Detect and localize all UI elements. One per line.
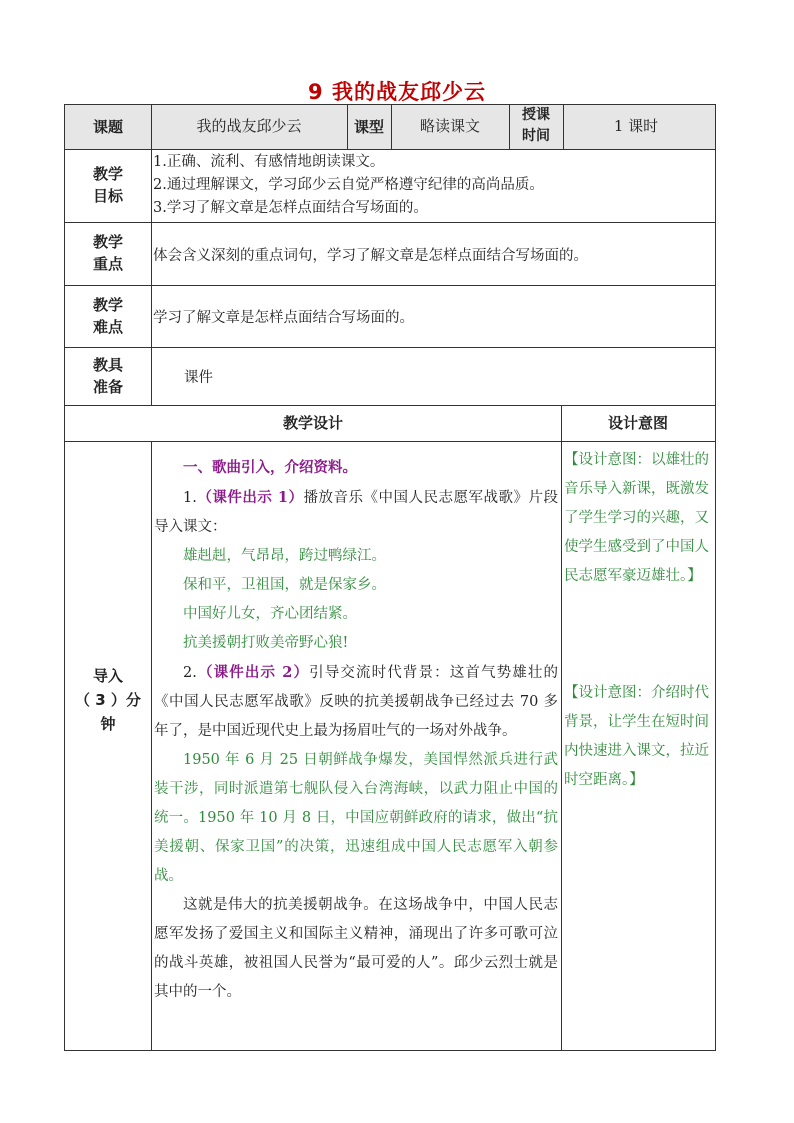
tools-label	[65, 354, 151, 398]
intro-label	[65, 664, 151, 736]
intro-label-line-3: 钟	[100, 715, 116, 733]
key-points-label-line-1: 教学	[92, 233, 123, 251]
difficulties-label-line-2: 难点	[92, 318, 123, 336]
design-header: 教学设计	[282, 414, 343, 432]
p2-text: 引导交流时代背景：这首气势雄壮的《中国人民志愿军战歌》反映的抗美援朝战争已经过去 70 多年了，是中国近现代史上最为扬眉吐气的一场对外战争。	[154, 665, 559, 739]
topic-label: 课题	[92, 118, 123, 136]
p1-number: 1.	[183, 490, 197, 506]
difficulties-label-line-1: 教学	[92, 296, 123, 314]
goal-item: 2.通过理解课文，学习邱少云自觉严格遵守纪律的高尚品质。	[153, 177, 544, 193]
courseware-tag-1: （课件出示 1）	[196, 489, 304, 506]
goals-label-line-2: 目标	[92, 187, 123, 205]
row-divider	[65, 441, 715, 442]
lyric-line: 抗美援朝打败美帝野心狼!	[183, 635, 349, 651]
lesson-plan-table	[64, 104, 716, 1051]
row-divider	[65, 222, 715, 223]
page-title: 9 我的战友邱少云	[308, 80, 486, 104]
tools-label-line-1: 教具	[92, 356, 123, 374]
row-divider	[65, 405, 715, 406]
lyric-line: 中国好儿女，齐心团结紧。	[183, 606, 357, 622]
key-points-text: 体会含义深刻的重点词句，学习了解文章是怎样点面结合写场面的。	[153, 248, 588, 264]
goals-label	[65, 163, 151, 207]
type-value: 略读课文	[419, 117, 480, 135]
row-divider	[65, 285, 715, 286]
intro-content	[154, 454, 558, 1007]
closing-paragraph: 这就是伟大的抗美援朝战争。在这场战争中，中国人民志愿军发扬了爱国主义和国际主义精神，涌现出了许多可歌可泣的战斗英雄，被祖国人民誉为“最可爱的人”。邱少云烈士就是其中的一个。	[154, 897, 558, 1000]
goals-label-line-1: 教学	[92, 165, 123, 183]
column-divider	[151, 105, 152, 405]
tools-label-line-2: 准备	[92, 378, 123, 396]
intro-heading: 一、歌曲引入，介绍资料。	[183, 460, 357, 476]
intro-label-line-1: 导入	[92, 667, 123, 685]
p1-text: 播放音乐《中国人民志愿军战歌》片段导入课文：	[154, 490, 559, 535]
time-value: 1 课时	[613, 117, 659, 135]
key-points-label-line-2: 重点	[92, 255, 123, 273]
design-intent-note-2: 【设计意图：介绍时代背景，让学生在短时间内快速进入课文，拉近时空距离。】	[564, 685, 709, 788]
column-divider	[151, 441, 152, 1050]
lyric-line: 保和平，卫祖国，就是保家乡。	[183, 577, 386, 593]
goals-list	[153, 151, 709, 220]
time-label-line-1: 授课	[522, 107, 550, 123]
time-label-line-2: 时间	[522, 128, 550, 144]
column-divider	[561, 405, 562, 1050]
difficulties-label	[65, 294, 151, 338]
intent-header: 设计意图	[607, 414, 668, 432]
type-label: 课型	[353, 118, 384, 136]
intro-label-line-2: （ 3 ）分	[75, 691, 141, 709]
intro-paragraph-1	[154, 483, 558, 542]
lyric-line: 雄赳赳，气昂昂，跨过鸭绿江。	[183, 548, 386, 564]
tools-text: 课件	[184, 370, 213, 386]
row-divider	[65, 149, 715, 150]
time-label	[509, 105, 563, 147]
goal-item: 1.正确、流利、有感情地朗读课文。	[153, 154, 385, 170]
p2-number: 2.	[183, 665, 197, 681]
courseware-tag-2: （课件出示 2）	[196, 664, 310, 681]
intro-paragraph-2	[154, 658, 558, 746]
design-intent-note-1: 【设计意图：以雄壮的音乐导入新课，既激发了学生学习的兴趣，又使学生感受到了中国人民志愿军豪迈雄壮。】	[564, 452, 709, 584]
row-divider	[65, 347, 715, 348]
topic-value: 我的战友邱少云	[196, 117, 302, 135]
key-points-label	[65, 231, 151, 275]
goal-item: 3.学习了解文章是怎样点面结合写场面的。	[153, 200, 428, 216]
difficulties-text: 学习了解文章是怎样点面结合写场面的。	[153, 310, 414, 326]
history-paragraph: 1950 年 6 月 25 日朝鲜战争爆发，美国悍然派兵进行武装干涉，同时派遣第七舰队侵入台湾海峡，以武力阻止中国的统一。1950 年 10 月 8 日，中国应朝鲜政府的请求，做出“抗美援朝、保家卫国”的决策，迅速组成中国人民志愿军入朝参战。	[154, 752, 558, 884]
